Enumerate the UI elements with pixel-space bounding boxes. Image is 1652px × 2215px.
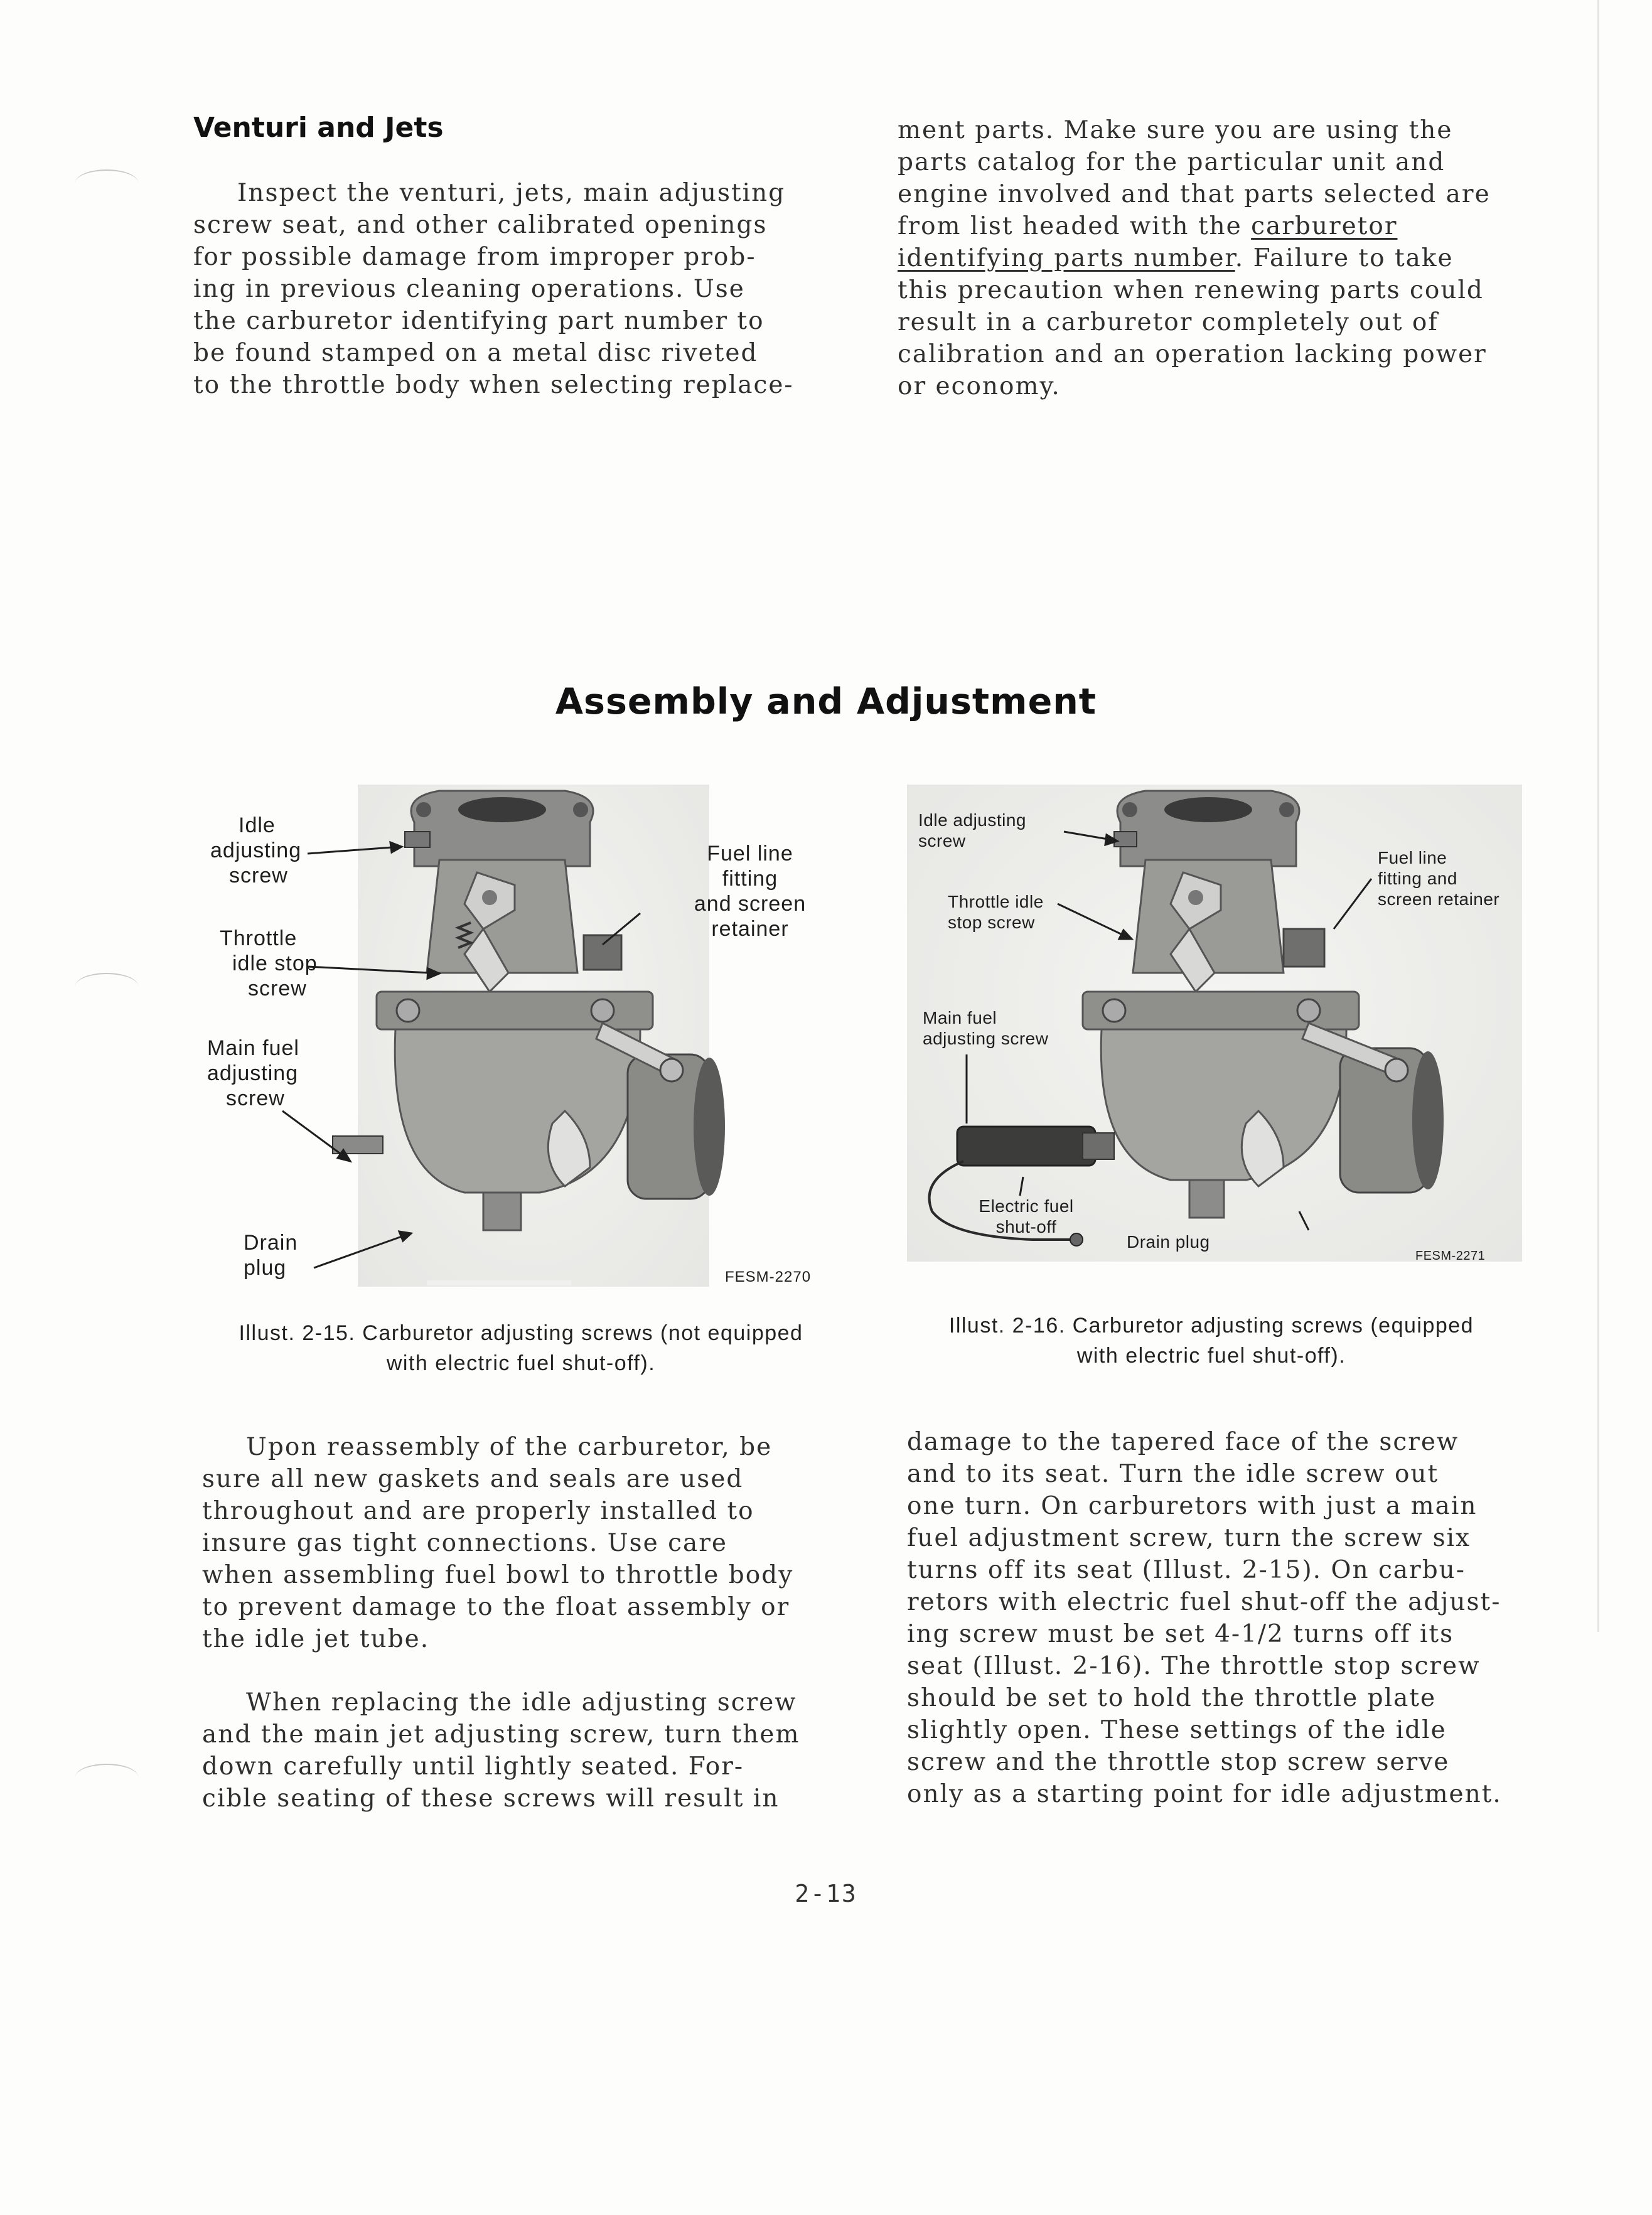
label-line: screw (248, 977, 307, 1000)
assembly-heading: Assembly and Adjustment (555, 681, 1097, 722)
margin-mark (75, 1764, 138, 1790)
text-line: seat (Illust. 2-16). The throttle stop screw (907, 1652, 1481, 1680)
label-line: Main fuel (923, 1008, 997, 1027)
text-line: to the throttle body when selecting replace- (193, 371, 794, 399)
text-line: ing screw must be set 4-1/2 turns off its (907, 1620, 1454, 1648)
text-line: When replacing the idle adjusting screw (246, 1688, 797, 1717)
text-run: from list headed with the (898, 212, 1252, 240)
text-line: Inspect the venturi, jets, main adjusting (237, 179, 786, 207)
text-line: result in a carburetor completely out of (898, 308, 1439, 336)
assembly-col2 (907, 1426, 1502, 1810)
label-line: Fuel line (707, 842, 793, 866)
label-line: Throttle (220, 926, 298, 950)
label-drain-plug (244, 1230, 298, 1280)
caption-line: Illust. 2-16. Carburetor adjusting screws (equipped (948, 1314, 1474, 1338)
caption-line: with electric fuel shut-off). (386, 1351, 656, 1375)
text-line: retors with electric fuel shut-off the adjust- (907, 1588, 1501, 1616)
text-line: and to its seat. Turn the idle screw out (907, 1460, 1439, 1488)
text-line: one turn. On carburetors with just a main (907, 1492, 1478, 1520)
text-line: Upon reassembly of the carburetor, be (246, 1433, 773, 1461)
text-line: ment parts. Make sure you are using the (898, 116, 1453, 144)
text-line: the carburetor identifying part number to (193, 307, 764, 335)
scan-edge-line (1597, 0, 1599, 1632)
margin-mark (75, 973, 138, 999)
text-line: or economy. (898, 372, 1061, 400)
label-line: shut-off (995, 1217, 1057, 1236)
margin-mark (75, 169, 138, 196)
label-line: plug (244, 1256, 287, 1280)
text-line: parts catalog for the particular unit and (898, 148, 1446, 176)
text-line: down carefully until lightly seated. For- (202, 1752, 744, 1781)
text-line: should be set to hold the throttle plate (907, 1684, 1437, 1712)
underlined-text: carburetor (1251, 212, 1398, 240)
label-line: adjusting screw (923, 1029, 1049, 1048)
text-line: slightly open. These settings of the idle (907, 1716, 1447, 1744)
text-line: this precaution when renewing parts could (898, 276, 1484, 304)
label-line: retainer (711, 917, 789, 941)
figure-code: FESM-2270 (725, 1268, 812, 1285)
text-line: throughout and are properly installed to (202, 1497, 754, 1525)
text-line: ing in previous cleaning operations. Use (193, 275, 745, 303)
venturi-col1 (193, 177, 794, 401)
label-line: screw (229, 864, 288, 888)
text-line: turns off its seat (Illust. 2-15). On carbu- (907, 1556, 1466, 1584)
figure-illust-2-15 (188, 785, 816, 1299)
caption-illust-2-15 (207, 1318, 835, 1378)
text-line: fuel adjustment screw, turn the screw six (907, 1524, 1471, 1552)
section-title: Venturi and Jets (193, 112, 444, 144)
text-line: cible seating of these screws will result in (202, 1784, 780, 1813)
text-line: to prevent damage to the float assembly or (202, 1593, 790, 1621)
venturi-col2 (898, 114, 1491, 402)
label-line: adjusting (207, 1061, 299, 1085)
caption-line: with electric fuel shut-off). (1076, 1344, 1346, 1368)
text-run: . Failure to take (1235, 244, 1454, 272)
figure-illust-2-16 (907, 785, 1522, 1274)
label-line: Main fuel (207, 1036, 299, 1060)
text-line: the idle jet tube. (202, 1625, 430, 1653)
label-line: screen retainer (1378, 889, 1500, 909)
label-line: idle stop (232, 952, 318, 975)
text-line: be found stamped on a metal disc riveted (193, 339, 758, 367)
label-line: Throttle idle (948, 892, 1044, 911)
label-line: Electric fuel (979, 1196, 1074, 1216)
label-throttle-idle-stop-screw (220, 926, 318, 1001)
page-number: 2-13 (795, 1880, 857, 1907)
label-line: screw (226, 1086, 285, 1110)
label-drain-plug: Drain plug (1127, 1232, 1210, 1252)
text-line: only as a starting point for idle adjustment. (907, 1780, 1502, 1808)
label-line: Idle adjusting (918, 810, 1027, 830)
caption-line: Illust. 2-15. Carburetor adjusting screws (not equipped (239, 1321, 803, 1345)
text-line: engine involved and that parts selected are (898, 180, 1491, 208)
label-throttle-idle-stop-screw (948, 891, 1044, 933)
text-line: damage to the tapered face of the screw (907, 1428, 1459, 1456)
text-line: for possible damage from improper prob- (193, 243, 756, 271)
text-line: screw seat, and other calibrated openings (193, 211, 768, 239)
figure-code: FESM-2271 (1415, 1249, 1486, 1263)
label-line: Idle (239, 813, 276, 837)
label-idle-adjusting-screw (918, 810, 1026, 851)
label-main-fuel-adjusting-screw (207, 1036, 299, 1111)
label-idle-adjusting-screw (210, 813, 301, 888)
text-line: insure gas tight connections. Use care (202, 1529, 727, 1557)
assembly-col1 (202, 1431, 800, 1815)
label-line: adjusting (210, 839, 302, 862)
text-line: screw and the throttle stop screw serve (907, 1748, 1450, 1776)
label-fuel-line-fitting (1378, 847, 1499, 909)
label-line: fitting and (1378, 869, 1457, 888)
label-line: Drain (244, 1231, 298, 1255)
text-line: sure all new gaskets and seals are used (202, 1465, 744, 1493)
label-electric-fuel-shut-off (963, 1196, 1089, 1237)
label-line: stop screw (948, 913, 1035, 932)
text-line: when assembling fuel bowl to throttle body (202, 1561, 794, 1589)
label-line: Fuel line (1378, 848, 1447, 867)
text-line: calibration and an operation lacking power (898, 340, 1487, 368)
text-line (898, 210, 1491, 242)
label-main-fuel-adjusting-screw (923, 1007, 1048, 1049)
label-line: and screen (694, 892, 807, 916)
label-fuel-line-fitting (687, 841, 813, 941)
label-line: fitting (722, 867, 778, 891)
underlined-text: identifying parts number (898, 244, 1235, 272)
label-line: screw (918, 831, 966, 850)
text-line: and the main jet adjusting screw, turn them (202, 1720, 800, 1749)
text-line (898, 242, 1491, 274)
caption-illust-2-16 (898, 1311, 1525, 1371)
